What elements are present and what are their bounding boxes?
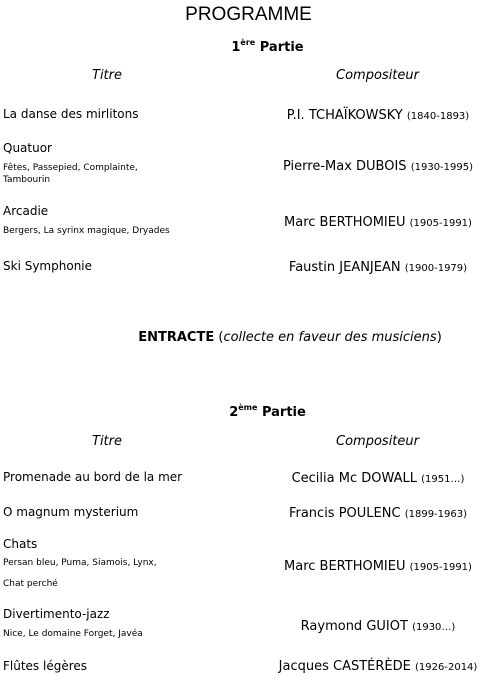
composer-name: Cecilia Mc DOWALL bbox=[291, 471, 417, 486]
part-1-work-title: Arcadie bbox=[3, 204, 49, 218]
part-2-work-title: O magnum mysterium bbox=[3, 505, 139, 519]
part-1-composer bbox=[258, 108, 497, 123]
composer-name: Raymond GUIOT bbox=[300, 619, 408, 634]
part-2-work-title: Promenade au bord de la mer bbox=[3, 470, 183, 484]
part-2-heading bbox=[0, 403, 497, 420]
composer-name: Faustin JEANJEAN bbox=[288, 260, 401, 275]
entracte-close-paren: ) bbox=[436, 330, 442, 345]
part-2-column-title: Titre bbox=[92, 434, 122, 449]
composer-dates: (1899-1963) bbox=[404, 509, 468, 520]
part-1-work-movements: Bergers, La syrinx magique, Dryades bbox=[3, 226, 170, 236]
part-2-column-composer: Compositeur bbox=[336, 434, 419, 449]
part-1-ordinal: ère bbox=[240, 38, 256, 47]
part-1-work-title: Ski Symphonie bbox=[3, 259, 93, 273]
part-1-work-movements: Fêtes, Passepied, Complainte, bbox=[3, 163, 138, 173]
part-2-word: Partie bbox=[261, 405, 306, 420]
part-2-ordinal: ème bbox=[238, 403, 258, 412]
part-2-work-title: Flûtes légères bbox=[3, 659, 88, 673]
composer-dates: (1930-1995) bbox=[410, 162, 474, 173]
part-2-number: 2 bbox=[229, 405, 239, 420]
part-2-composer bbox=[258, 619, 497, 634]
part-1-composer bbox=[258, 215, 497, 230]
composer-dates: (1900-1979) bbox=[404, 263, 468, 274]
composer-name: Marc BERTHOMIEU bbox=[284, 559, 406, 574]
part-1-work-title: Quatuor bbox=[3, 141, 52, 155]
part-1-word: Partie bbox=[259, 40, 304, 55]
entracte-label: ENTRACTE bbox=[138, 330, 215, 345]
part-1-work-movements: Tambourin bbox=[3, 175, 51, 185]
part-2-composer bbox=[258, 506, 497, 521]
part-2-work-title: Divertimento-jazz bbox=[3, 607, 110, 621]
part-1-column-title: Titre bbox=[92, 68, 122, 83]
part-1-column-composer: Compositeur bbox=[336, 68, 419, 83]
part-1-composer bbox=[258, 260, 497, 275]
part-2-work-movements: Chat perché bbox=[3, 579, 58, 589]
composer-dates: (1905-1991) bbox=[409, 218, 472, 229]
part-2-composer bbox=[258, 559, 497, 574]
part-2-composer bbox=[258, 471, 497, 486]
part-1-number: 1 bbox=[231, 40, 241, 55]
composer-name: P.I. TCHAÏKOWSKY bbox=[286, 108, 403, 123]
entracte-open-paren: ( bbox=[214, 330, 224, 345]
composer-dates: (1930…) bbox=[412, 622, 456, 633]
entracte-note: collecte en faveur des musiciens bbox=[223, 330, 437, 345]
part-1-work-title: La danse des mirlitons bbox=[3, 107, 139, 121]
part-2-work-title: Chats bbox=[3, 537, 38, 551]
composer-dates: (1951…) bbox=[421, 474, 465, 485]
composer-name: Marc BERTHOMIEU bbox=[284, 215, 406, 230]
composer-name: Jacques CASTÉRÈDE bbox=[278, 659, 411, 674]
composer-name: Francis POULENC bbox=[288, 506, 401, 521]
part-2-composer bbox=[258, 659, 497, 674]
entracte-line bbox=[0, 330, 497, 345]
page-title: PROGRAMME bbox=[185, 4, 312, 25]
part-2-work-movements: Persan bleu, Puma, Siamois, Lynx, bbox=[3, 558, 157, 568]
part-2-work-movements: Nice, Le domaine Forget, Javéa bbox=[3, 629, 143, 639]
composer-dates: (1840-1893) bbox=[406, 111, 470, 122]
composer-dates: (1926-2014) bbox=[415, 662, 478, 673]
composer-dates: (1905-1991) bbox=[409, 562, 472, 573]
part-1-composer bbox=[258, 159, 497, 174]
part-1-heading bbox=[0, 38, 497, 55]
composer-name: Pierre-Max DUBOIS bbox=[282, 159, 407, 174]
